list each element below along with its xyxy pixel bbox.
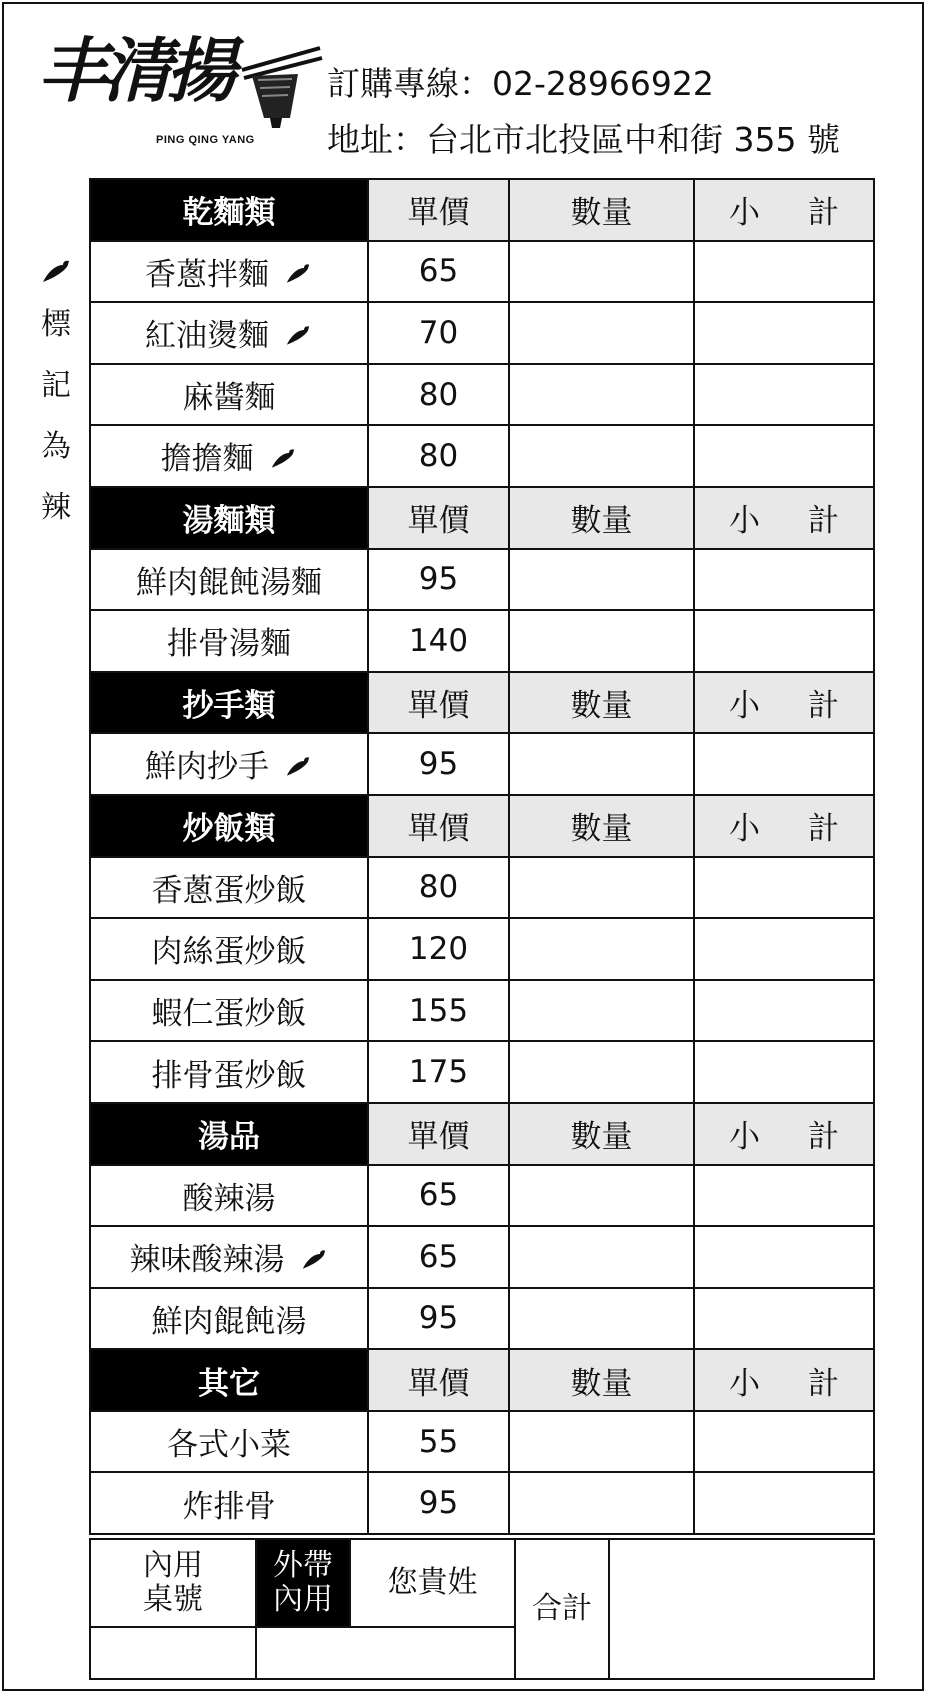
price-column-header: 單價 — [368, 672, 509, 734]
menu-item-row — [90, 1288, 874, 1350]
menu-item-row — [90, 1472, 874, 1534]
price-column-header: 單價 — [368, 795, 509, 857]
menu-item-name: 擔擔麵 — [160, 441, 254, 478]
menu-item-name-cell — [90, 610, 368, 672]
menu-item-row — [90, 733, 874, 795]
subtotal-header-part: 小 — [729, 1119, 760, 1156]
contact-info — [327, 56, 840, 168]
menu-item-price: 155 — [368, 980, 509, 1042]
chili-pepper-icon — [268, 443, 298, 479]
subtotal-column-header — [694, 179, 874, 241]
category-label: 其它 — [90, 1349, 368, 1411]
dining-mode-takeout: 外帶 — [273, 1548, 333, 1583]
menu-item-name-cell — [90, 549, 368, 611]
price-column-header: 單價 — [368, 1103, 509, 1165]
dining-mode-dinein: 內用 — [273, 1582, 333, 1617]
subtotal-column-header — [694, 672, 874, 734]
quantity-column-header: 數量 — [509, 487, 694, 549]
spicy-legend-text — [36, 294, 76, 538]
surname-label: 您貴姓 — [350, 1539, 515, 1627]
brand-romanized: PING QING YANG — [156, 134, 255, 146]
quantity-column-header: 數量 — [509, 1349, 694, 1411]
quantity-field[interactable] — [509, 980, 694, 1042]
menu-item-name: 各式小菜 — [167, 1427, 291, 1464]
category-label: 炒飯類 — [90, 795, 368, 857]
subtotal-field[interactable] — [694, 1226, 874, 1288]
menu-item-name: 酸辣湯 — [182, 1180, 276, 1217]
subtotal-field[interactable] — [694, 857, 874, 919]
menu-item-price: 140 — [368, 610, 509, 672]
table-number-field[interactable] — [90, 1627, 256, 1679]
subtotal-column-header — [694, 795, 874, 857]
subtotal-field[interactable] — [694, 1288, 874, 1350]
quantity-field[interactable] — [509, 302, 694, 364]
menu-item-name-cell — [90, 1041, 368, 1103]
subtotal-header-part: 小 — [729, 195, 760, 232]
menu-item-row — [90, 980, 874, 1042]
chili-pepper-icon — [283, 320, 313, 356]
category-header-row — [90, 1349, 874, 1411]
order-phone: 訂購專線：02-28966922 — [327, 64, 714, 103]
category-header-row — [90, 795, 874, 857]
category-header-row — [90, 672, 874, 734]
menu-item-row — [90, 1165, 874, 1227]
quantity-field[interactable] — [509, 733, 694, 795]
menu-item-row — [90, 857, 874, 919]
menu-item-row — [90, 1226, 874, 1288]
spicy-legend-char: 標 — [41, 307, 71, 342]
menu-item-name: 排骨湯麵 — [167, 626, 291, 663]
subtotal-field[interactable] — [694, 549, 874, 611]
subtotal-header-part: 計 — [808, 688, 839, 725]
menu-item-name: 肉絲蛋炒飯 — [151, 934, 307, 971]
category-label: 抄手類 — [90, 672, 368, 734]
menu-item-name-cell — [90, 1165, 368, 1227]
menu-item-row — [90, 1041, 874, 1103]
menu-item-name: 排骨蛋炒飯 — [151, 1057, 307, 1094]
chili-pepper-icon — [283, 751, 313, 787]
subtotal-header-part: 計 — [808, 195, 839, 232]
subtotal-field[interactable] — [694, 980, 874, 1042]
quantity-field[interactable] — [509, 857, 694, 919]
menu-item-name: 香蔥蛋炒飯 — [151, 872, 307, 909]
total-label: 合計 — [515, 1539, 609, 1679]
menu-item-price: 80 — [368, 425, 509, 487]
table-number-label — [90, 1539, 256, 1627]
spicy-legend-char: 辣 — [41, 490, 71, 525]
subtotal-header-part: 小 — [729, 1365, 760, 1402]
quantity-column-header: 數量 — [509, 1103, 694, 1165]
menu-item-name: 蝦仁蛋炒飯 — [151, 996, 307, 1033]
quantity-column-header: 數量 — [509, 672, 694, 734]
spicy-legend — [36, 258, 76, 538]
subtotal-header-part: 小 — [729, 688, 760, 725]
subtotal-column-header — [694, 1103, 874, 1165]
subtotal-field[interactable] — [694, 733, 874, 795]
quantity-field[interactable] — [509, 1472, 694, 1534]
menu-item-name-cell — [90, 733, 368, 795]
menu-item-row — [90, 241, 874, 303]
quantity-column-header: 數量 — [509, 795, 694, 857]
subtotal-field[interactable] — [694, 1411, 874, 1473]
menu-table — [89, 178, 875, 1535]
quantity-field[interactable] — [509, 1041, 694, 1103]
menu-item-name-cell — [90, 364, 368, 426]
menu-item-row — [90, 302, 874, 364]
menu-item-name-cell — [90, 241, 368, 303]
category-header-row — [90, 487, 874, 549]
menu-item-name-cell — [90, 1411, 368, 1473]
menu-item-price: 80 — [368, 364, 509, 426]
menu-item-name-cell — [90, 918, 368, 980]
subtotal-field[interactable] — [694, 425, 874, 487]
subtotal-field[interactable] — [694, 918, 874, 980]
category-header-row — [90, 179, 874, 241]
table-number-label-line1: 內用 — [143, 1548, 203, 1583]
menu-item-name-cell — [90, 980, 368, 1042]
subtotal-field[interactable] — [694, 610, 874, 672]
price-column-header: 單價 — [368, 179, 509, 241]
total-field[interactable] — [609, 1539, 874, 1679]
menu-item-name-cell — [90, 857, 368, 919]
menu-item-name: 炸排骨 — [182, 1488, 276, 1525]
menu-item-price: 95 — [368, 1472, 509, 1534]
menu-item-row — [90, 918, 874, 980]
menu-item-row — [90, 549, 874, 611]
table-number-label-line2: 桌號 — [143, 1582, 203, 1617]
subtotal-header-part: 小 — [729, 503, 760, 540]
subtotal-header-part: 計 — [808, 1365, 839, 1402]
category-label: 湯麵類 — [90, 487, 368, 549]
quantity-field[interactable] — [509, 425, 694, 487]
menu-item-name-cell — [90, 425, 368, 487]
menu-item-price: 120 — [368, 918, 509, 980]
category-header-row — [90, 1103, 874, 1165]
subtotal-column-header — [694, 487, 874, 549]
subtotal-field[interactable] — [694, 1165, 874, 1227]
menu-item-name-cell — [90, 1288, 368, 1350]
subtotal-header-part: 計 — [808, 503, 839, 540]
quantity-field[interactable] — [509, 918, 694, 980]
menu-item-name: 麻醬麵 — [182, 380, 276, 417]
brand-name: 丰清揚 — [38, 29, 230, 112]
order-footer-table — [89, 1538, 875, 1680]
chili-pepper-icon — [299, 1244, 329, 1280]
menu-item-name-cell — [90, 1472, 368, 1534]
brand-logo — [38, 29, 288, 154]
spicy-legend-char: 為 — [41, 429, 71, 464]
category-label: 乾麵類 — [90, 179, 368, 241]
menu-item-price: 95 — [368, 1288, 509, 1350]
menu-item-name: 紅油燙麵 — [145, 318, 269, 355]
menu-item-row — [90, 364, 874, 426]
subtotal-field[interactable] — [694, 1472, 874, 1534]
category-label: 湯品 — [90, 1103, 368, 1165]
subtotal-field[interactable] — [694, 1041, 874, 1103]
menu-item-price: 175 — [368, 1041, 509, 1103]
menu-item-name: 辣味酸辣湯 — [129, 1242, 285, 1279]
subtotal-header-part: 計 — [808, 811, 839, 848]
menu-item-name: 香蔥拌麵 — [145, 256, 269, 293]
subtotal-field[interactable] — [694, 241, 874, 303]
menu-item-price: 65 — [368, 1226, 509, 1288]
menu-item-row — [90, 425, 874, 487]
menu-item-price: 95 — [368, 549, 509, 611]
menu-item-price: 70 — [368, 302, 509, 364]
menu-item-price: 65 — [368, 1165, 509, 1227]
quantity-field[interactable] — [509, 1226, 694, 1288]
quantity-field[interactable] — [509, 241, 694, 303]
subtotal-header-part: 小 — [729, 811, 760, 848]
quantity-column-header: 數量 — [509, 179, 694, 241]
menu-item-name-cell — [90, 1226, 368, 1288]
quantity-field[interactable] — [509, 364, 694, 426]
noodle-bowl-icon — [234, 44, 324, 134]
menu-item-name: 鮮肉餛飩湯 — [151, 1303, 307, 1340]
quantity-field[interactable] — [509, 1165, 694, 1227]
price-column-header: 單價 — [368, 487, 509, 549]
store-address: 地址：台北市北投區中和街 355 號 — [327, 120, 840, 159]
menu-item-name: 鮮肉抄手 — [145, 749, 269, 786]
chili-pepper-icon — [283, 258, 313, 294]
menu-body — [90, 179, 874, 1534]
menu-item-name-cell — [90, 302, 368, 364]
subtotal-column-header — [694, 1349, 874, 1411]
quantity-field[interactable] — [509, 1288, 694, 1350]
quantity-field[interactable] — [509, 549, 694, 611]
surname-field[interactable] — [256, 1627, 515, 1679]
menu-item-price: 55 — [368, 1411, 509, 1473]
menu-item-price: 80 — [368, 857, 509, 919]
menu-item-row — [90, 1411, 874, 1473]
chili-pepper-icon — [39, 258, 73, 286]
menu-item-price: 95 — [368, 733, 509, 795]
subtotal-field[interactable] — [694, 364, 874, 426]
menu-item-name: 鮮肉餛飩湯麵 — [136, 564, 322, 601]
subtotal-header-part: 計 — [808, 1119, 839, 1156]
menu-item-row — [90, 610, 874, 672]
price-column-header: 單價 — [368, 1349, 509, 1411]
dining-mode-label — [256, 1539, 350, 1627]
spicy-legend-char: 記 — [41, 368, 71, 403]
quantity-field[interactable] — [509, 610, 694, 672]
subtotal-field[interactable] — [694, 302, 874, 364]
menu-item-price: 65 — [368, 241, 509, 303]
quantity-field[interactable] — [509, 1411, 694, 1473]
